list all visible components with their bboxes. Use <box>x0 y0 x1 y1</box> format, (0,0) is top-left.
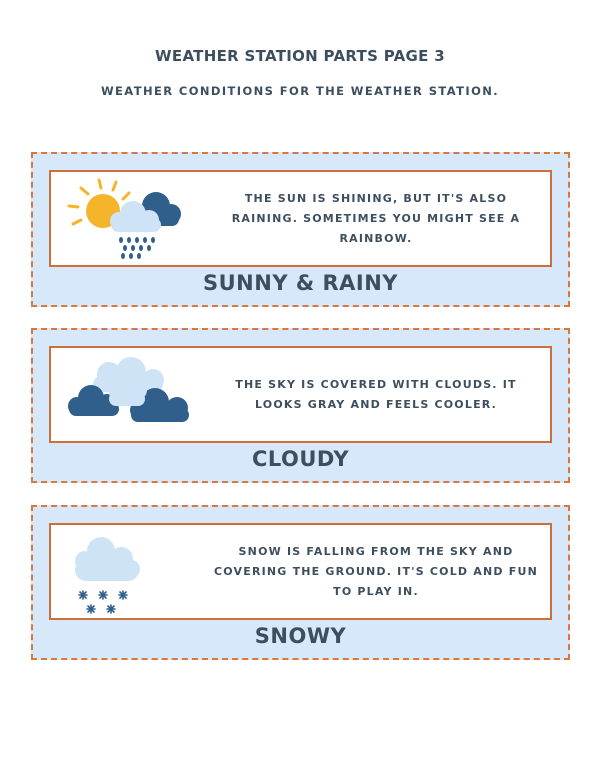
card-description: SNOW IS FALLING FROM THE SKY AND COVERING THE GROUND. IT'S COLD AND FUN TO PLAY IN. <box>213 544 538 598</box>
weather-card-snowy <box>31 505 570 660</box>
card-description: THE SUN IS SHINING, BUT IT'S ALSO RAINING. SOMETIMES YOU MIGHT SEE A RAINBOW. <box>231 191 521 245</box>
snow-cloud-icon <box>61 529 201 615</box>
weather-card-cloudy <box>31 328 570 483</box>
clouds-icon <box>61 352 201 438</box>
card-description: THE SKY IS COVERED WITH CLOUDS. IT LOOKS GRAY AND FEELS COOLER. <box>235 377 517 411</box>
card-label: CLOUDY <box>251 447 350 471</box>
card-label: SUNNY & RAINY <box>203 271 398 295</box>
card-content-box <box>49 346 552 443</box>
weather-card-sunny-rainy <box>31 152 570 307</box>
page-title: WEATHER STATION PARTS PAGE 3 <box>155 47 445 65</box>
card-label: SNOWY <box>254 624 347 648</box>
card-content-box <box>49 523 552 620</box>
card-content-box <box>49 170 552 267</box>
sun-cloud-rain-icon <box>61 176 201 262</box>
page-subtitle: WEATHER CONDITIONS FOR THE WEATHER STATION. <box>100 84 500 98</box>
